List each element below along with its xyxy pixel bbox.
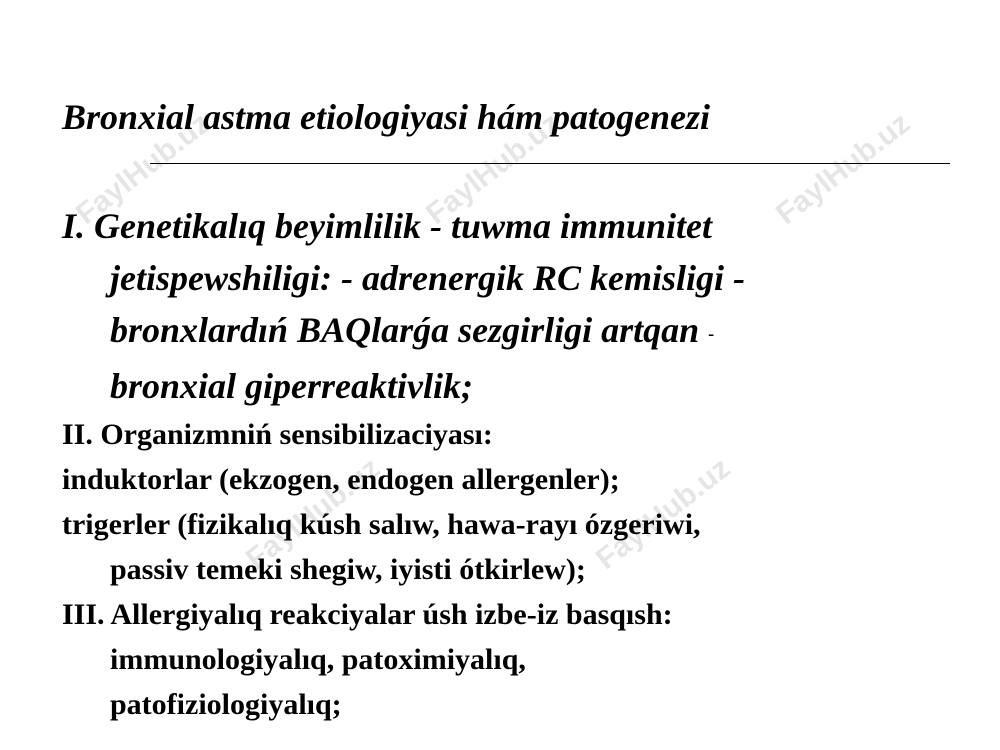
triggers-line-2: passiv temeki shegiw, iyisti ótkirlew); <box>110 552 586 586</box>
triggers-paragraph <box>62 502 982 592</box>
allergic-reactions-paragraph <box>62 592 982 727</box>
genetic-line-4: bronxial giperreaktivlik; <box>110 365 473 406</box>
allergic-line-2: immunologiyalıq, patoximiyalıq, <box>110 642 526 676</box>
sensitization-heading: II. Organizmniń sensibilizaciyası: <box>62 417 493 451</box>
genetic-line-2: jetispewshiligi: - adrenergik RC kemisligi - <box>110 258 746 298</box>
title-divider <box>150 163 950 164</box>
genetic-line-3-text: bronxlardıń BAQlarǵa sezgirligi artqan <box>110 310 700 350</box>
triggers-line-1: trigerler (fizikalıq kúsh salıw, hawa-rayı ózgeriwi, <box>62 507 701 541</box>
slide-body <box>62 200 982 727</box>
genetic-line-3 <box>62 304 982 360</box>
slide-title: Bronxial astma etiologiyasi hám patogenezi <box>62 97 711 137</box>
genetic-line-3-dash: - <box>708 323 715 344</box>
watermark: FaylHub.uz <box>590 451 737 577</box>
allergic-line-3: patofiziologiyalıq; <box>110 687 342 721</box>
genetic-line-1: I. Genetikalıq beyimlilik - tuwma immunitet <box>62 206 713 246</box>
watermark: FaylHub.uz <box>240 451 387 577</box>
watermark: FaylHub.uz <box>70 106 217 232</box>
allergic-line-1: III. Allergiyalıq reakciyalar úsh izbe-iz basqısh: <box>62 597 673 631</box>
inductors-line: induktorlar (ekzogen, endogen allergenler); <box>62 462 620 496</box>
watermark: FaylHub.uz <box>420 106 567 232</box>
watermark: FaylHub.uz <box>770 106 917 232</box>
genetic-predisposition-paragraph <box>62 200 982 412</box>
